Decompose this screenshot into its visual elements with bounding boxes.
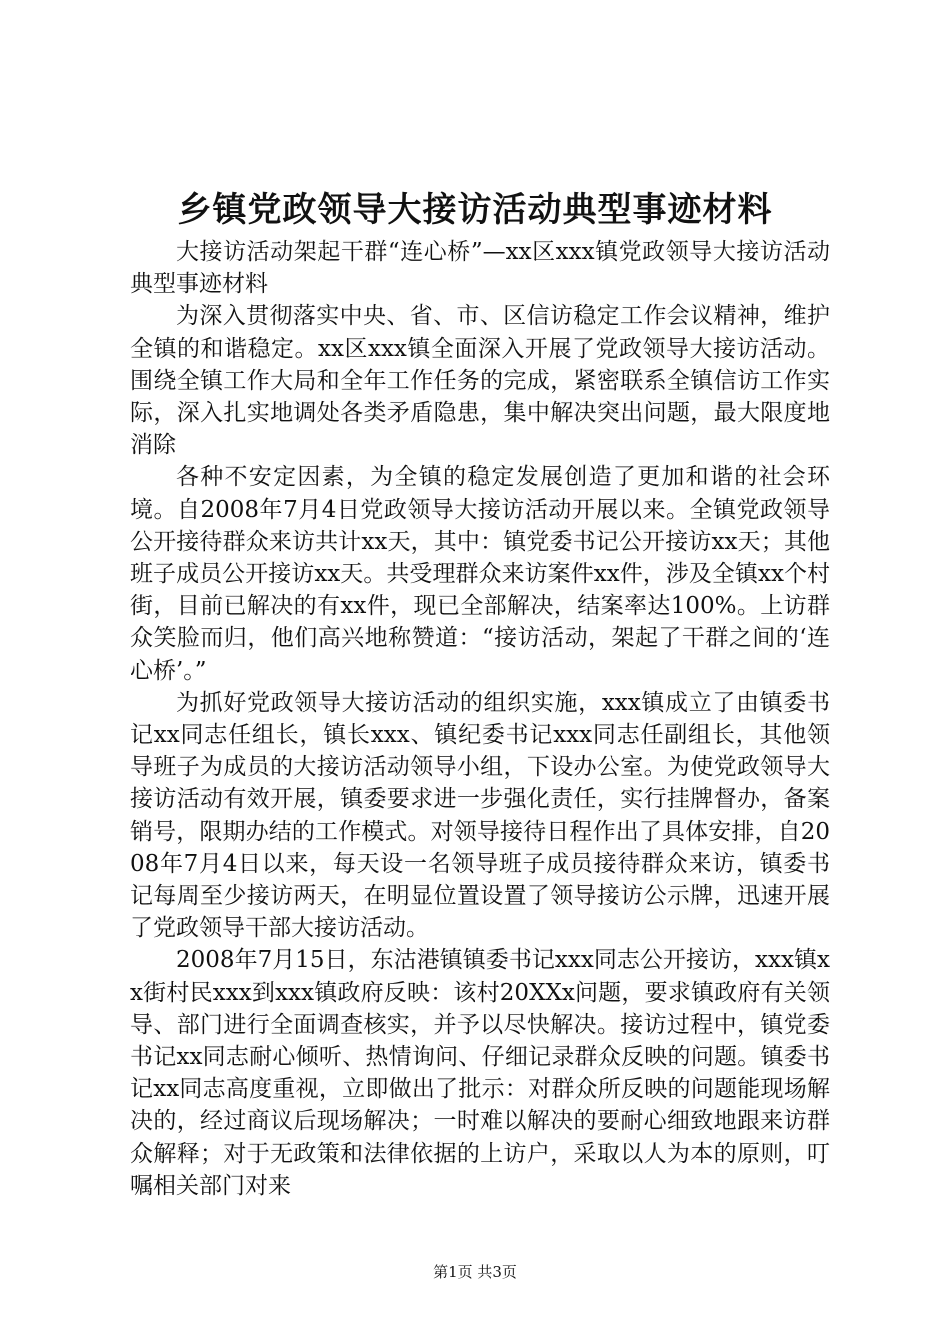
paragraph-case: 2008年7月15日，东沽港镇镇委书记xxx同志公开接访，xxx镇xx街村民xxx到xxx镇政府反映：该村20XXx问题，要求镇政府有关领导、部门进行全面调查核实，并予以尽快解决。接访过程中，镇党委书记xx同志耐心倾听、热情询问、仔细记录群众反映的问题。镇委书记xx同志高度重视，立即做出了批示：对群众所反映的问题能现场解决的，经过商议后现场解决；一时难以解决的要耐心细致地跟来访群众解释；对于无政策和法律依据的上访户，采取以人为本的原则，叮嘱相关部门对来 [130,947,830,1199]
document-body [130,236,830,1202]
paragraph-results: 各种不安定因素，为全镇的稳定发展创造了更加和谐的社会环境。自2008年7月4日党政领导大接访活动开展以来。全镇党政领导公开接待群众来访共计xx天，其中：镇党委书记公开接访xx天；其他班子成员公开接访xx天。共受理群众来访案件xx件，涉及全镇xx个村街，目前已解决的有xx件，现已全部解决，结案率达100%。上访群众笑脸而归，他们高兴地称赞道：“接访活动，架起了干群之间的‘连心桥’。” [130,464,830,684]
page-number-footer: 第1页 共3页 [433,1263,517,1281]
paragraph-organization: 为抓好党政领导大接访活动的组织实施，xxx镇成立了由镇委书记xx同志任组长，镇长xxx、镇纪委书记xxx同志任副组长，其他领导班子为成员的大接访活动领导小组，下设办公室。为使党政领导大接访活动有效开展，镇委要求进一步强化责任，实行挂牌督办，备案销号，限期办结的工作模式。对领导接待日程作出了具体安排，自2008年7月4日以来，每天设一名领导班子成员接待群众来访，镇委书记每周至少接访两天，在明显位置设置了领导接访公示牌，迅速开展了党政领导干部大接访活动。 [130,689,830,942]
paragraph-intro: 为深入贯彻落实中央、省、市、区信访稳定工作会议精神，维护全镇的和谐稳定。xx区xxx镇全面深入开展了党政领导大接访活动。围绕全镇工作大局和全年工作任务的完成，紧密联系全镇信访工作实际，深入扎实地调处各类矛盾隐患，集中解决突出问题，最大限度地消除 [130,303,830,459]
document-title: 乡镇党政领导大接访活动典型事迹材料 [177,190,773,230]
paragraph-subtitle: 大接访活动架起干群“连心桥”—xx区xxx镇党政领导大接访活动典型事迹材料 [130,239,830,298]
